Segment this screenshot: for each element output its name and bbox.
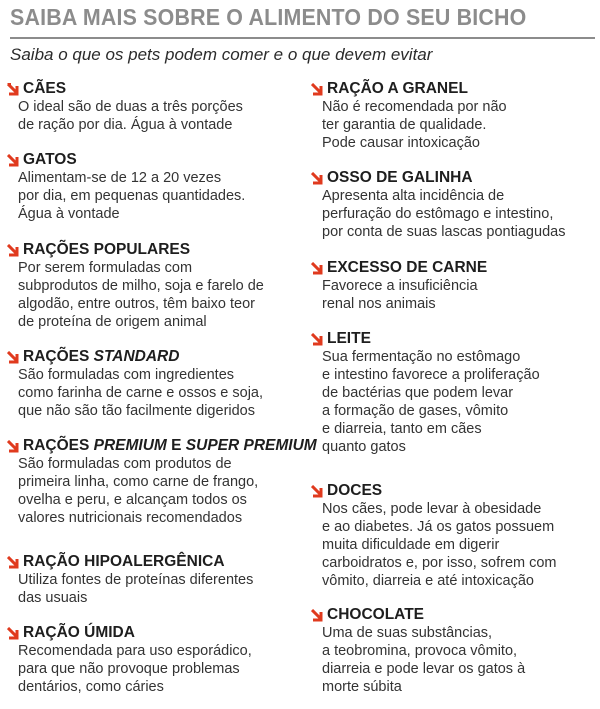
title-divider: [10, 37, 595, 39]
section-osso-de-galinha: [310, 169, 565, 241]
arrow-down-right-icon: [7, 244, 19, 257]
arrow-down-right-icon: [311, 172, 323, 185]
arrow-down-right-icon: [311, 83, 323, 96]
section-caes: [6, 80, 243, 134]
section-body: Favorece a insuficiência renal nos animais: [322, 278, 478, 312]
section-leite: [310, 330, 540, 456]
section-heading: RAÇÃO HIPOALERGÊNICA: [23, 553, 225, 570]
section-heading: GATOS: [23, 151, 77, 168]
section-gatos: [6, 151, 245, 223]
section-body: Utiliza fontes de proteínas diferentes das usuais: [18, 572, 254, 606]
section-racoes-premium: [6, 437, 317, 527]
arrow-down-right-icon: [7, 440, 19, 453]
arrow-down-right-icon: [311, 609, 323, 622]
section-body: São formuladas com ingredientes como farinha de carne e ossos e soja, que não são tão facilmente digeridos: [18, 367, 264, 419]
section-body: São formuladas com produtos de primeira linha, como carne de frango, ovelha e peru, e alcançam todos os valores nutricionais recomendados: [18, 456, 259, 526]
section-heading: RAÇÕES STANDARD: [23, 348, 180, 365]
section-body: Não é recomendada por não ter garantia de qualidade. Pode causar intoxicação: [322, 99, 507, 151]
section-body: Apresenta alta incidência de perfuração do estômago e intestino, por conta de suas lascas pontiagudas: [322, 188, 566, 240]
section-body: O ideal são de duas a três porções de ração por dia. Água à vontade: [18, 99, 243, 133]
arrow-down-right-icon: [311, 333, 323, 346]
section-racoes-populares: [6, 241, 264, 331]
arrow-down-right-icon: [7, 627, 19, 640]
section-heading: OSSO DE GALINHA: [327, 169, 473, 186]
section-body: Nos cães, pode levar à obesidade e ao diabetes. Já os gatos possuem muita dificuldade em digerir carboidratos e, por isso, sofrem com vômito, diarreia e até intoxicação: [322, 501, 557, 589]
page-title: SAIBA MAIS SOBRE O ALIMENTO DO SEU BICHO: [10, 4, 527, 30]
page-subtitle: Saiba o que os pets podem comer e o que devem evitar: [10, 45, 433, 64]
section-heading: CHOCOLATE: [327, 606, 425, 623]
section-chocolate: [310, 606, 525, 696]
arrow-down-right-icon: [7, 154, 19, 167]
section-heading: DOCES: [327, 482, 383, 499]
section-body: Alimentam-se de 12 a 20 vezes por dia, em pequenas quantidades. Água à vontade: [18, 170, 246, 222]
section-body: Recomendada para uso esporádico, para que não provoque problemas dentários, como cáries: [18, 643, 252, 695]
section-racao-a-granel: [310, 80, 507, 152]
section-racoes-standard: [6, 348, 263, 420]
section-racao-hipoalergenica: [6, 553, 253, 607]
arrow-down-right-icon: [7, 351, 19, 364]
section-heading: RAÇÃO A GRANEL: [327, 80, 468, 97]
section-racao-umida: [6, 624, 252, 696]
section-excesso-de-carne: [310, 259, 487, 313]
section-body: Uma de suas substâncias, a teobromina, provoca vômito, diarreia e pode levar os gatos à morte súbita: [322, 625, 526, 695]
section-doces: [310, 482, 557, 590]
section-heading: CÃES: [23, 80, 67, 97]
section-heading: RAÇÕES POPULARES: [23, 241, 191, 258]
arrow-down-right-icon: [7, 83, 19, 96]
section-body: Sua fermentação no estômago e intestino favorece a proliferação de bactérias que podem levar a formação de gases, vômito e diarreia, tanto em cães quanto gatos: [322, 349, 540, 455]
section-heading: RAÇÃO ÚMIDA: [23, 624, 135, 641]
arrow-down-right-icon: [311, 262, 323, 275]
section-body: Por serem formuladas com subprodutos de milho, soja e farelo de algodão, entre outros, têm baixo teor de proteína de origem animal: [18, 260, 264, 330]
section-heading: EXCESSO DE CARNE: [327, 259, 488, 276]
section-heading: RAÇÕES PREMIUM E SUPER PREMIUM: [23, 437, 317, 454]
section-heading: LEITE: [327, 330, 371, 347]
arrow-down-right-icon: [7, 556, 19, 569]
arrow-down-right-icon: [311, 485, 323, 498]
